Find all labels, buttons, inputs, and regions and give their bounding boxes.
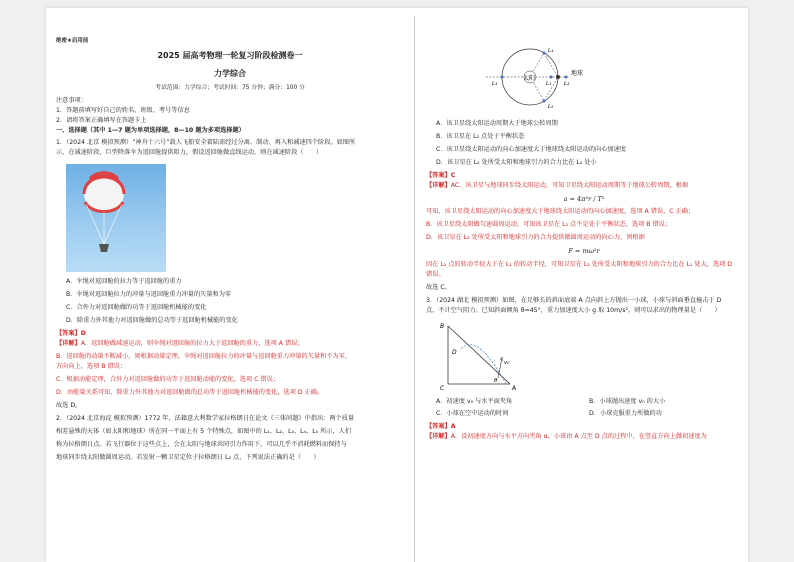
detail-label: 【详解】 — [426, 181, 451, 189]
q1-option-d: D．除重力外其他力对返回舱做的总功等于返回舱机械能的变化 — [66, 317, 238, 325]
formula-acceleration: a = 4π²r / T² — [563, 194, 605, 203]
note-item: 1．答题前填写好自己的姓名、班级、考号等信息 — [56, 106, 190, 114]
q2-option-b: B．该卫星在 L₂ 点处于平衡状态 — [436, 132, 525, 140]
detail-line: 故选 D。 — [56, 402, 82, 410]
q3-option-d: D．小球克服重力所做的功 — [589, 409, 662, 417]
q2-option-a: A．该卫星绕太阳运动周期大于地球公转周期 — [436, 120, 558, 127]
answer-value: D — [80, 330, 86, 338]
parachute-drawing — [66, 164, 166, 272]
q1-detail — [56, 340, 404, 349]
q3-option-b: B．小球抛出速度 v₀ 的大小 — [589, 397, 666, 405]
detail-line: C．根据动能定理，合外力对返回舱做的功等于返回舱动能的变化，选项 C 错误； — [56, 376, 279, 384]
answer-value: C — [450, 171, 456, 179]
q2-detail — [426, 182, 742, 191]
section-heading: 一、选择题（其中 1—7 题为单项选择题，8—10 题为多项选择题） — [56, 126, 245, 134]
q2-stem-line: 地球同步绕太阳做圆周运动。若发射一颗卫星定位于拉格朗日 L₂ 点，下列说法正确的是（ ） — [56, 454, 320, 462]
document-page — [46, 8, 748, 562]
detail-line: 错误。 — [426, 270, 445, 278]
detail-line: 可知，该卫星绕太阳运动的向心加速度大于地球绕太阳运动的向心加速度，选项 A 错误，C 正确； — [426, 208, 695, 216]
q1-option-a: A．伞绳对返回舱的拉力等于返回舱的重力 — [66, 278, 182, 286]
detail-line: D．该卫星在 L₂ 处所受太阳和地球引力的合力提供做圆周运动的向心力，则根据 — [426, 234, 645, 242]
point-b-label: B — [440, 322, 445, 330]
q3-options — [426, 395, 742, 419]
q1-stem-line: 1．（2024 北京 模拟预测）“神舟十六号”载人飞船安全着陆需经过分离、制动、再入和减速四个阶段。如图所 — [56, 139, 356, 147]
exam-title: 2025 届高考物理一轮复习阶段检测卷一 — [157, 50, 303, 60]
answer-label: 【答案】 — [426, 171, 451, 179]
detail-label: 【详解】 — [426, 432, 451, 440]
point-d-label: D — [452, 348, 457, 356]
exam-subtitle: 力学综合 — [214, 68, 246, 78]
lagrange-diagram — [478, 42, 598, 112]
l1-label: L₁ — [546, 81, 552, 87]
sun-label: 太阳 — [523, 75, 536, 82]
q2-stem-line: 2．（2024 北京海淀 模拟预测）1772 年，法籍意大利数学家拉格朗日在论文《三体问题》中指出：两个质量 — [56, 415, 355, 423]
detail-line: 因在 L₂ 点的转动半径大于在 L₁ 的转动半径，可知卫星在 L₂ 处所受太阳和地球引力的合力比在 L₁ 处大，选项 D — [426, 260, 733, 268]
detail-line: B．该卫星绕太阳做匀速圆周运动，可知该卫星在 L₂ 点不是处于平衡状态，选项 B 错误； — [426, 221, 672, 229]
q2-stem-line: 称为拉格朗日点。若飞行器位于这些点上，会在太阳与地球共同引力作用下，可以几乎不消耗燃料而保持与 — [56, 441, 347, 449]
detail-line: A．设初速度方向与水平方向夹角 α，小球由 A 点至 D 点的过程中，在竖直方向上做初速度为 — [450, 432, 707, 440]
theta-label: θ — [494, 377, 498, 384]
q2-option-c: C．该卫星绕太阳运动的向心加速度大于地球绕太阳运动的向心加速度 — [436, 145, 626, 153]
column-divider — [414, 16, 415, 562]
parachute-image — [66, 164, 166, 272]
notes-heading: 注意事项： — [56, 96, 87, 104]
q3-option-c: C．小球在空中运动的时间 — [436, 409, 509, 417]
detail-line: 方向向上，选项 B 错误； — [56, 363, 127, 371]
incline-diagram — [436, 320, 526, 392]
q3-answer — [426, 423, 742, 432]
point-c-label: C — [440, 384, 445, 392]
q2-answer — [426, 172, 742, 181]
exam-meta: 考试范围：力学综合；考试时间：75 分钟；满分：100 分 — [155, 85, 305, 92]
answer-value: A — [450, 422, 456, 430]
note-item: 2．请将答案正确填写在答题卡上 — [56, 116, 147, 124]
q1-option-c: C．合外力对返回舱做的功等于返回舱机械能的变化 — [66, 304, 207, 312]
point-a-label: A — [512, 384, 517, 392]
q2-stem-line: 相差悬殊的天体（如太阳和地球）所在同一平面上有 5 个特殊点，如图中的 L₁、L₂、L₃、L₄、L₅ 所示，人们 — [56, 428, 352, 436]
l2-label: L₂ — [564, 81, 570, 87]
l3-label: L₃ — [492, 81, 498, 87]
q3-option-a: A．初速度 v₀ 与水平面夹角 — [436, 397, 513, 405]
earth-label: 地球 — [571, 70, 584, 77]
detail-line: 故选 C。 — [426, 283, 451, 291]
l5-label: L₅ — [548, 104, 554, 110]
detail-line: B．返回舱的动量不断减小，则根据动量定理，伞绳对返回舱拉力的冲量与返回舱重力冲量的矢量和不为零， — [56, 353, 352, 361]
left-column — [56, 8, 404, 463]
q1-answer — [56, 330, 404, 339]
l4-label: L₄ — [548, 48, 554, 54]
detail-line: A．返回舱做减速运动，则伞绳对返回舱的拉力大于返回舱的重力，选项 A 错误； — [80, 340, 304, 348]
detail-label: 【详解】 — [56, 340, 81, 348]
answer-label: 【答案】 — [426, 422, 451, 430]
q2-option-d: D．该卫星在 L₂ 处所受太阳和地球引力的合力比在 L₁ 处小 — [436, 158, 597, 166]
q3-stem-line: 点，不计空气阻力。已知斜面倾角 θ=45°，重力加速度大小 g 取 10m/s²，则可以求出的物理量是（ ） — [426, 306, 721, 314]
detail-line: D．由能量关系可知，除重力外其他力对返回舱做的总功等于返回舱机械能的变化，选项 D 正确。 — [56, 389, 324, 397]
detail-line: AC．该卫星与地球同步绕太阳运动，可知卫星绕太阳运动周期等于地球公转周期，根据 — [450, 181, 689, 189]
q3-stem-line: 3．（2024 湖北 模拟预测）如图，在足够长的斜面底端 A 点向斜上方抛出一小球，小球与斜面垂直撞击于 D — [426, 296, 722, 304]
q1-stem-line: 示，在减速阶段，巨型降落伞为返回舱提供阻力，假设返回舱做直线运动，则在减速阶段（ ） — [56, 149, 323, 157]
q3-detail — [426, 433, 742, 442]
v0-label: v₀ — [504, 359, 510, 366]
right-column — [426, 8, 742, 442]
q1-option-b: B．伞绳对返回舱拉力的冲量与返回舱重力冲量的矢量和为零 — [66, 291, 232, 299]
secret-mark: 绝密★启用前 — [56, 38, 89, 44]
answer-label: 【答案】 — [56, 330, 81, 338]
formula-force: F = mω²r — [568, 247, 600, 256]
